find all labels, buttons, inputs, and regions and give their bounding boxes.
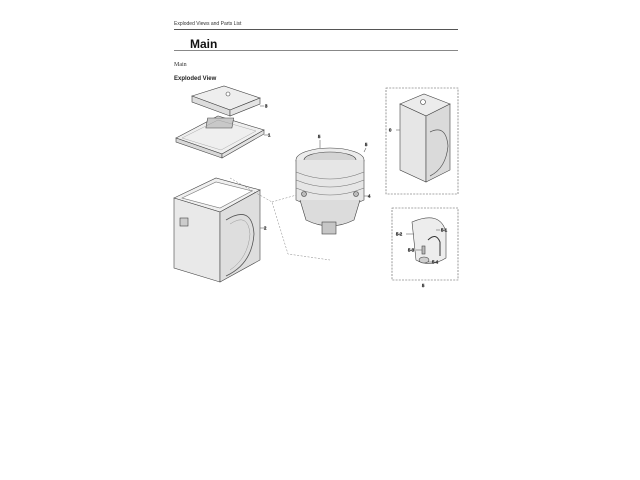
title-rule	[174, 50, 458, 51]
callout-tub: 4	[368, 193, 371, 199]
title-marker	[174, 36, 182, 48]
detail-inset-parts	[412, 218, 446, 264]
exploded-view-diagram	[160, 82, 470, 292]
cabinet-part	[174, 178, 260, 282]
callout-control-panel: 1	[268, 132, 271, 138]
control-panel-part	[176, 116, 264, 158]
callout-detail-5-4: 5-4	[432, 259, 439, 265]
tub-top-label: 5	[318, 134, 321, 139]
running-header: Exploded Views and Parts List	[174, 21, 242, 27]
callout-lid: 3	[265, 103, 268, 109]
assembled-unit-part	[400, 94, 450, 182]
page-title: Main	[190, 37, 218, 51]
header-rule	[174, 29, 458, 30]
callout-detail-5-2: 5-2	[396, 231, 403, 237]
section-heading: Exploded View	[174, 76, 217, 82]
callout-detail-5-3: 5-3	[408, 247, 415, 253]
lid-part	[192, 86, 260, 116]
tub-part	[296, 148, 364, 234]
tub-right-label: 5	[365, 142, 368, 147]
callout-detail-inset: 5	[422, 283, 425, 288]
section-caption: Main	[174, 62, 187, 68]
callout-cabinet: 2	[264, 225, 267, 231]
callout-assembled-unit: 0	[389, 127, 392, 133]
callout-detail-5-1: 5-1	[441, 227, 448, 233]
